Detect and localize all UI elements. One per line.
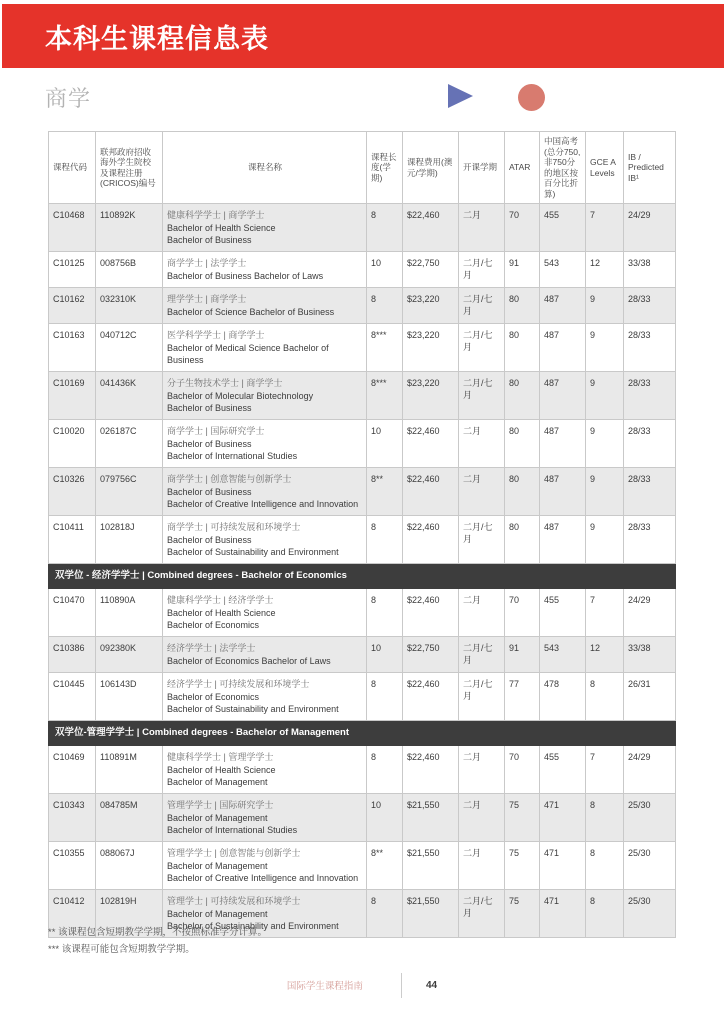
cell-length: 8: [367, 890, 403, 938]
course-name-en: Bachelor of Management: [167, 813, 268, 823]
cell-gaokao: 455: [540, 204, 586, 252]
cell-course-code: C10468: [49, 204, 96, 252]
cell-length: 8: [367, 516, 403, 564]
course-name-cn: 商学学士 | 可持续发展和环境学士: [167, 522, 301, 532]
column-header-1: 课程代码: [49, 132, 96, 204]
section-header-label: 双学位 - 经济学学士 | Combined degrees - Bachelor of Economics: [49, 564, 676, 589]
page-footer: [0, 970, 724, 1000]
cell-length: 10: [367, 637, 403, 673]
cell-atar: 70: [505, 746, 540, 794]
course-name-cn: 健康科学学士 | 经济学学士: [167, 595, 274, 605]
course-name-cn: 医学科学学士 | 商学学士: [167, 330, 265, 340]
cell-cricos-code: 084785M: [96, 794, 163, 842]
table-row: [49, 204, 676, 252]
cell-fee: $23,220: [403, 324, 459, 372]
cell-fee: $22,750: [403, 637, 459, 673]
table-header: [49, 132, 676, 204]
cell-cricos-code: 110892K: [96, 204, 163, 252]
cell-course-name: [163, 204, 367, 252]
cell-cricos-code: 079756C: [96, 468, 163, 516]
course-name-en: Bachelor of Management: [167, 777, 268, 787]
course-name-en: Bachelor of Business: [167, 439, 252, 449]
cell-course-name: [163, 794, 367, 842]
course-name-cn: 经济学学士 | 可持续发展和环境学士: [167, 679, 310, 689]
cell-course-code: C10169: [49, 372, 96, 420]
cell-length: 8: [367, 746, 403, 794]
title-banner: [2, 4, 724, 68]
course-name-en: Bachelor of Business: [167, 403, 252, 413]
section-header-row: [49, 721, 676, 746]
cell-course-name: [163, 842, 367, 890]
cell-fee: $21,550: [403, 794, 459, 842]
cell-course-name: [163, 252, 367, 288]
cell-gce: 8: [586, 890, 624, 938]
cell-intake: 二月/七月: [459, 324, 505, 372]
cell-atar: 75: [505, 842, 540, 890]
column-header-5: 课程费用(澳元/学期): [403, 132, 459, 204]
cell-length: 10: [367, 420, 403, 468]
page-number: 44: [425, 979, 438, 991]
cell-fee: $22,460: [403, 204, 459, 252]
cell-gce: 8: [586, 794, 624, 842]
cell-course-name: [163, 673, 367, 721]
cell-ib: 28/33: [624, 420, 676, 468]
course-name-en: Bachelor of Creative Intelligence and Innovation: [167, 873, 359, 883]
cell-gaokao: 471: [540, 890, 586, 938]
column-header-6: 开课学期: [459, 132, 505, 204]
cell-cricos-code: 032310K: [96, 288, 163, 324]
dot-circle-icon: [518, 84, 545, 111]
cell-length: 8**: [367, 468, 403, 516]
cell-gce: 9: [586, 516, 624, 564]
footnotes: [48, 924, 267, 958]
course-name-cn: 商学学士 | 国际研究学士: [167, 426, 265, 436]
header-row: [49, 132, 676, 204]
cell-course-name: [163, 516, 367, 564]
cell-intake: 二月: [459, 589, 505, 637]
course-name-cn: 分子生物技术学士 | 商学学士: [167, 378, 283, 388]
cell-length: 8***: [367, 324, 403, 372]
column-header-3: 课程名称: [163, 132, 367, 204]
cell-cricos-code: 008756B: [96, 252, 163, 288]
course-name-cn: 经济学学士 | 法学学士: [167, 643, 256, 653]
play-triangle-icon: [448, 84, 473, 108]
cell-length: 8: [367, 673, 403, 721]
cell-ib: 26/31: [624, 673, 676, 721]
cell-gce: 9: [586, 468, 624, 516]
cell-course-code: C10326: [49, 468, 96, 516]
cell-gce: 8: [586, 842, 624, 890]
course-name-cn: 管理学士 | 可持续发展和环境学士: [167, 896, 301, 906]
cell-course-code: C10355: [49, 842, 96, 890]
cell-ib: 24/29: [624, 204, 676, 252]
cell-ib: 24/29: [624, 746, 676, 794]
course-name-en: Bachelor of Health Science: [167, 765, 276, 775]
cell-course-code: C10411: [49, 516, 96, 564]
cell-course-name: [163, 746, 367, 794]
cell-gaokao: 487: [540, 516, 586, 564]
cell-gaokao: 455: [540, 589, 586, 637]
cell-fee: $21,550: [403, 890, 459, 938]
cell-ib: 28/33: [624, 372, 676, 420]
column-header-8: 中国高考(总分750,非750分的地区按百分比折算): [540, 132, 586, 204]
cell-gaokao: 487: [540, 372, 586, 420]
cell-gce: 9: [586, 288, 624, 324]
course-name-en: Bachelor of Business: [167, 535, 252, 545]
cell-cricos-code: 040712C: [96, 324, 163, 372]
cell-intake: 二月: [459, 468, 505, 516]
cell-ib: 24/29: [624, 589, 676, 637]
course-name-en: Bachelor of Management: [167, 909, 268, 919]
cell-gaokao: 487: [540, 468, 586, 516]
cell-atar: 80: [505, 516, 540, 564]
cell-course-name: [163, 288, 367, 324]
cell-course-code: C10445: [49, 673, 96, 721]
course-name-en: Bachelor of Molecular Biotechnology: [167, 391, 314, 401]
cell-gce: 12: [586, 252, 624, 288]
cell-length: 8: [367, 204, 403, 252]
cell-fee: $22,460: [403, 673, 459, 721]
course-name-en: Bachelor of Sustainability and Environment: [167, 547, 339, 557]
cell-gce: 7: [586, 589, 624, 637]
cell-course-name: [163, 324, 367, 372]
footnote-line: ** 该课程包含短期教学学期，不按照标准学分计算。: [48, 927, 268, 938]
cell-intake: 二月/七月: [459, 637, 505, 673]
cell-intake: 二月/七月: [459, 516, 505, 564]
table-row: [49, 288, 676, 324]
course-name-cn: 管理学学士 | 国际研究学士: [167, 800, 274, 810]
cell-ib: 28/33: [624, 516, 676, 564]
cell-gaokao: 543: [540, 252, 586, 288]
cell-gaokao: 487: [540, 420, 586, 468]
cell-gce: 7: [586, 746, 624, 794]
cell-fee: $22,460: [403, 746, 459, 794]
cell-course-code: C10343: [49, 794, 96, 842]
table-row: [49, 589, 676, 637]
course-name-en: Bachelor of Creative Intelligence and Innovation: [167, 499, 359, 509]
course-name-en: Bachelor of International Studies: [167, 451, 298, 461]
cell-intake: 二月/七月: [459, 890, 505, 938]
cell-gaokao: 478: [540, 673, 586, 721]
course-name-cn: 商学学士 | 创意智能与创新学士: [167, 474, 292, 484]
table-body: [49, 204, 676, 938]
cell-length: 8: [367, 288, 403, 324]
cell-course-name: [163, 637, 367, 673]
cell-gce: 9: [586, 372, 624, 420]
cell-cricos-code: 110890A: [96, 589, 163, 637]
cell-fee: $22,460: [403, 420, 459, 468]
cell-gaokao: 455: [540, 746, 586, 794]
course-name-en: Bachelor of Health Science: [167, 223, 276, 233]
column-header-7: ATAR: [505, 132, 540, 204]
cell-atar: 91: [505, 252, 540, 288]
cell-length: 8***: [367, 372, 403, 420]
cell-ib: 25/30: [624, 842, 676, 890]
cell-ib: 28/33: [624, 288, 676, 324]
cell-gce: 7: [586, 204, 624, 252]
cell-cricos-code: 092380K: [96, 637, 163, 673]
cell-atar: 70: [505, 204, 540, 252]
course-name-en: Bachelor of Business: [167, 235, 252, 245]
cell-intake: 二月/七月: [459, 252, 505, 288]
cell-length: 10: [367, 252, 403, 288]
cell-intake: 二月/七月: [459, 288, 505, 324]
cell-fee: $23,220: [403, 372, 459, 420]
course-name-en: Bachelor of Economics: [167, 620, 260, 630]
cell-ib: 25/30: [624, 890, 676, 938]
table-row: [49, 516, 676, 564]
table-row: [49, 746, 676, 794]
cell-atar: 75: [505, 890, 540, 938]
cell-cricos-code: 026187C: [96, 420, 163, 468]
table-row: [49, 637, 676, 673]
cell-atar: 75: [505, 794, 540, 842]
table-row: [49, 468, 676, 516]
cell-cricos-code: 110891M: [96, 746, 163, 794]
course-name-en: Bachelor of Sustainability and Environment: [167, 704, 339, 714]
column-header-10: IB / Predicted IB¹: [624, 132, 676, 204]
cell-atar: 80: [505, 372, 540, 420]
course-name-cn: 管理学学士 | 创意智能与创新学士: [167, 848, 301, 858]
course-name-en: Bachelor of Sustainability and Environment: [167, 921, 339, 931]
cell-atar: 80: [505, 324, 540, 372]
course-name-en: Bachelor of Business: [167, 487, 252, 497]
cell-length: 8**: [367, 842, 403, 890]
cell-cricos-code: 102818J: [96, 516, 163, 564]
cell-course-code: C10386: [49, 637, 96, 673]
course-name-en: Bachelor of Management: [167, 861, 268, 871]
course-name-en: Bachelor of Medical Science Bachelor of Business: [167, 343, 329, 365]
cell-course-name: [163, 468, 367, 516]
cell-cricos-code: 102819H: [96, 890, 163, 938]
course-name-en: Bachelor of Science Bachelor of Business: [167, 307, 335, 317]
cell-intake: 二月: [459, 842, 505, 890]
cell-ib: 28/33: [624, 324, 676, 372]
column-header-4: 课程长度(学期): [367, 132, 403, 204]
cell-length: 8: [367, 589, 403, 637]
cell-intake: 二月: [459, 420, 505, 468]
cell-intake: 二月: [459, 204, 505, 252]
column-header-9: GCE A Levels: [586, 132, 624, 204]
cell-course-code: C10469: [49, 746, 96, 794]
cell-fee: $22,750: [403, 252, 459, 288]
course-name-cn: 商学学士 | 法学学士: [167, 258, 247, 268]
cell-fee: $23,220: [403, 288, 459, 324]
cell-fee: $22,460: [403, 516, 459, 564]
cell-course-code: C10020: [49, 420, 96, 468]
cell-ib: 33/38: [624, 252, 676, 288]
table-row: [49, 673, 676, 721]
cell-intake: 二月: [459, 746, 505, 794]
cell-course-name: [163, 420, 367, 468]
cell-gce: 8: [586, 673, 624, 721]
table-row: [49, 324, 676, 372]
cell-atar: 91: [505, 637, 540, 673]
footer-divider: [401, 973, 402, 998]
table-row: [49, 420, 676, 468]
cell-gaokao: 487: [540, 324, 586, 372]
cell-course-code: C10412: [49, 890, 96, 938]
section-header-label: 双学位-管理学学士 | Combined degrees - Bachelor of Management: [49, 721, 676, 746]
cell-cricos-code: 106143D: [96, 673, 163, 721]
column-header-2: 联邦政府招收海外学生院校及课程注册(CRICOS)编号: [96, 132, 163, 204]
cell-course-code: C10162: [49, 288, 96, 324]
cell-atar: 77: [505, 673, 540, 721]
cell-atar: 70: [505, 589, 540, 637]
section-header-row: [49, 564, 676, 589]
cell-cricos-code: 041436K: [96, 372, 163, 420]
cell-fee: $21,550: [403, 842, 459, 890]
cell-intake: 二月: [459, 794, 505, 842]
table-row: [49, 252, 676, 288]
cell-atar: 80: [505, 288, 540, 324]
cell-intake: 二月/七月: [459, 673, 505, 721]
course-name-cn: 健康科学学士 | 管理学学士: [167, 752, 274, 762]
cell-fee: $22,460: [403, 589, 459, 637]
cell-course-name: [163, 589, 367, 637]
table-row: [49, 794, 676, 842]
course-name-cn: 理学学士 | 商学学士: [167, 294, 247, 304]
cell-atar: 80: [505, 468, 540, 516]
cell-course-code: C10125: [49, 252, 96, 288]
cell-ib: 28/33: [624, 468, 676, 516]
cell-fee: $22,460: [403, 468, 459, 516]
footnote-line: *** 该课程可能包含短期教学学期。: [48, 944, 195, 955]
cell-course-code: C10470: [49, 589, 96, 637]
cell-course-name: [163, 372, 367, 420]
page-title: 本科生课程信息表: [45, 23, 269, 54]
cell-ib: 25/30: [624, 794, 676, 842]
cell-gaokao: 487: [540, 288, 586, 324]
table-row: [49, 372, 676, 420]
course-name-en: Bachelor of Health Science: [167, 608, 276, 618]
cell-intake: 二月/七月: [459, 372, 505, 420]
course-name-en: Bachelor of Economics: [167, 692, 260, 702]
table-row: [49, 842, 676, 890]
cell-gce: 9: [586, 420, 624, 468]
cell-length: 10: [367, 794, 403, 842]
cell-ib: 33/38: [624, 637, 676, 673]
cell-gaokao: 471: [540, 794, 586, 842]
cell-gaokao: 471: [540, 842, 586, 890]
cell-course-code: C10163: [49, 324, 96, 372]
faculty-label: 商学: [45, 86, 92, 111]
course-table: [48, 131, 676, 938]
course-name-en: Bachelor of Economics Bachelor of Laws: [167, 656, 331, 666]
cell-gce: 9: [586, 324, 624, 372]
cell-cricos-code: 088067J: [96, 842, 163, 890]
cell-atar: 80: [505, 420, 540, 468]
course-name-en: Bachelor of Business Bachelor of Laws: [167, 271, 324, 281]
course-name-cn: 健康科学学士 | 商学学士: [167, 210, 265, 220]
cell-gce: 12: [586, 637, 624, 673]
course-name-en: Bachelor of International Studies: [167, 825, 298, 835]
footer-guide-label: 国际学生课程指南: [286, 981, 363, 992]
cell-gaokao: 543: [540, 637, 586, 673]
